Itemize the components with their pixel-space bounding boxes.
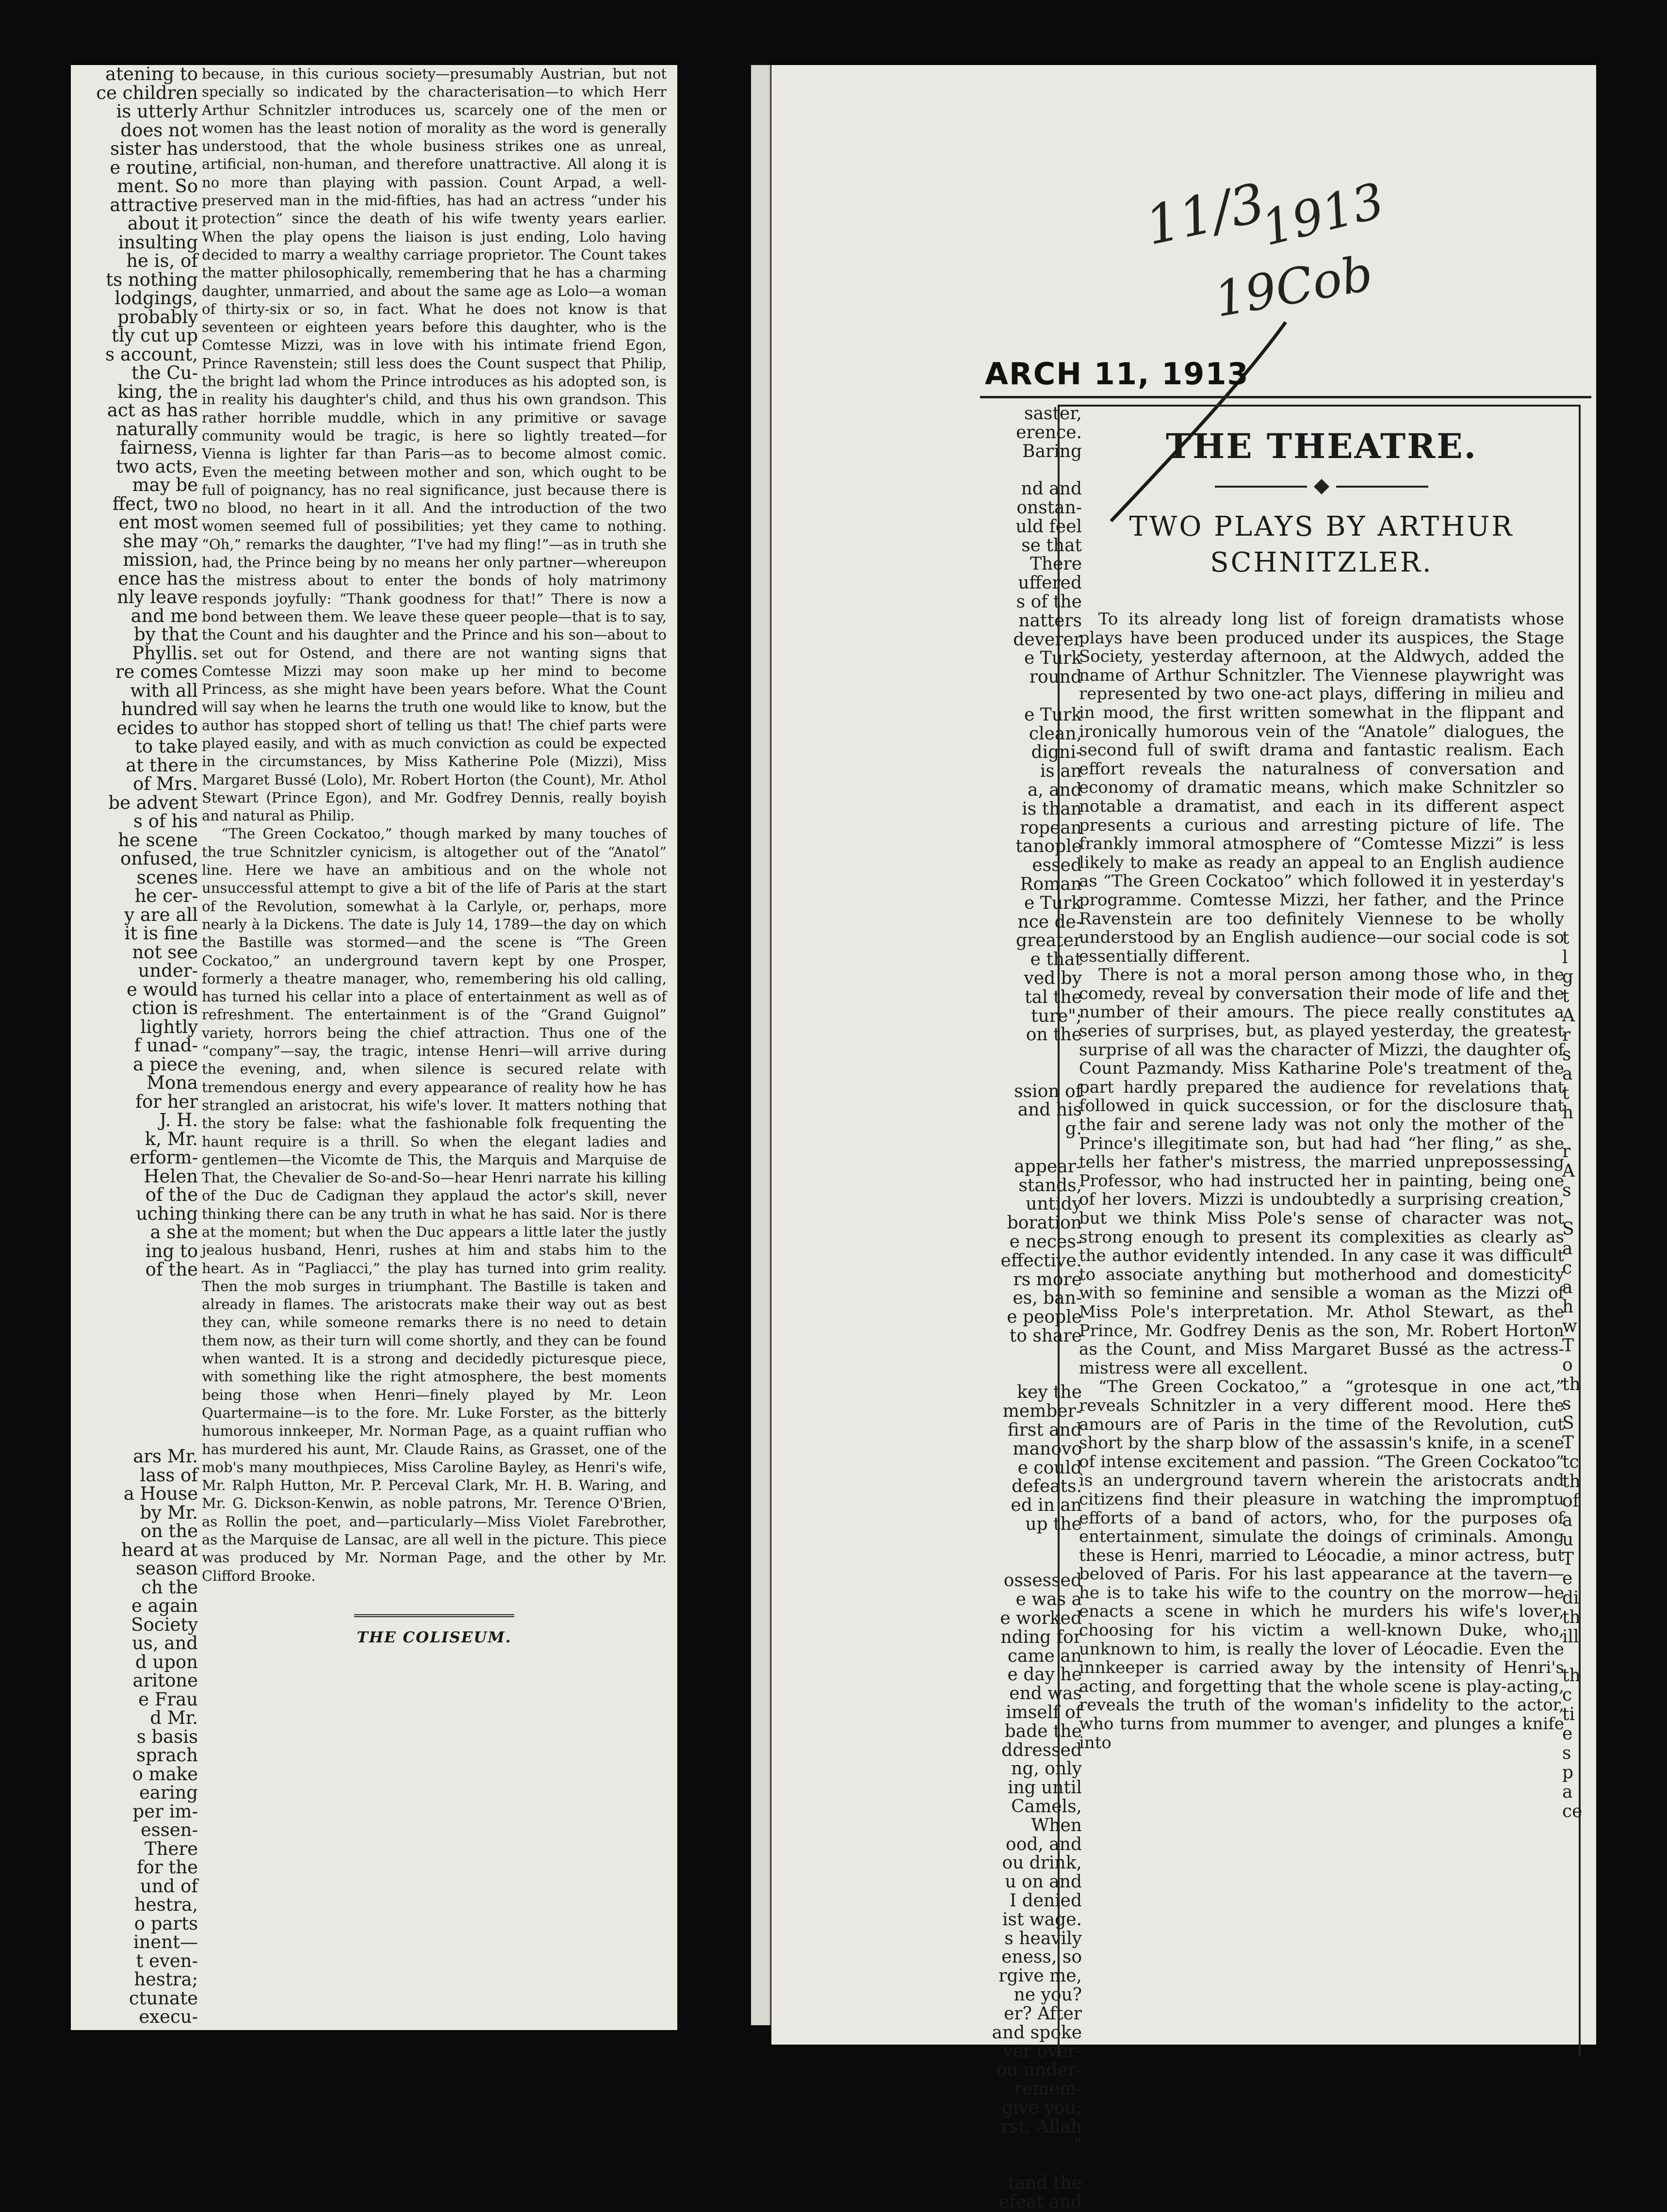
fragment-line: ddressed [1001, 1740, 1082, 1760]
fragment-line: is utterly [116, 101, 198, 122]
fragment-line [77, 1317, 198, 1336]
fragment-line: ing until [1007, 1778, 1082, 1798]
fragment-line [77, 1373, 198, 1392]
fragment-line: s of his [133, 811, 198, 832]
fragment-line: There [145, 1838, 198, 1859]
fragment-line: give you; [1002, 2097, 1082, 2118]
fragment-line: s [1562, 1180, 1571, 1200]
fragment-line [1562, 909, 1596, 929]
fragment-line: es, ban- [1013, 1288, 1082, 1309]
fragment-line: does not [120, 119, 198, 141]
fragment-line: e [1562, 1569, 1573, 1589]
fragment-line: boration [1007, 1213, 1082, 1233]
fragment-line: T [1562, 1336, 1574, 1356]
fragment-line: a [1562, 1239, 1573, 1259]
fragment-line: imself of [1006, 1702, 1082, 1722]
fragment-line: nce de- [1017, 912, 1082, 932]
fragment-line: ecides to [116, 717, 198, 738]
fragment-line: p [1562, 1763, 1574, 1783]
fragment-line: ou under- [996, 2060, 1082, 2081]
fragment-line: per im- [132, 1801, 198, 1822]
fragment-line: end was [1009, 1684, 1082, 1704]
fragment-line: re comes [115, 661, 198, 682]
fragment-line: tanople [1015, 836, 1082, 857]
fragment-line: lass of [140, 1464, 198, 1486]
fragment-line: to share [1009, 1326, 1082, 1346]
fragment-line: king, the [117, 381, 198, 402]
fragment-line: may be [132, 475, 198, 495]
fragment-line: and his [1017, 1100, 1082, 1120]
left-article-paragraph-1: because, in this curious society—presumably Austrian, but not specially so indicated by the characterisation—to which Herr Arthur Schnitzler introduces us, scarcely one of the men or women has the least notion of morality as the word is generally understood, that the whole business strikes one as unreal, artificial, non-human, and therefore unattractive. All along it is no more than playing with passion. Count Arpad, a well-preserved man in the mid-fifties, has had an actress “under his protection” since the death of his wife twenty years earlier. When the play opens the liaison is just ending, Lolo having decided to marry a wealthy carriage proprietor. The Count takes the matter philosophically, remembering that he has a charming daughter, unmarried, and about the same age as Lolo—a woman of thirty-six or so, in fact. What he does not know is that seventeen or eighteen years before this daughter, who is the Comtesse Mizzi, was in love with his intimate friend Egon, Prince Ravenstein; still less does the Count suspect that Philip, the bright lad whom the Prince introduces as his adopted son, is in reality his daughter's child, and thus his own grandson. This rather horrible muddle, which in any primitive or savage community would be tragic, is here so lightly treated—for Vienna is lighter far than Paris—as to become almost comic. Even the meeting between mother and son, which ought to be full of poignancy, has no real significance, just because there is no blood, no heart in it all. And the introduction of the two women seemed full of possibilities; yet they came to nothing. “Oh,” remarks the daughter, “I've had my fling!”—as in truth she had, the Prince being by no means her only partner—whereupon the mistress about to enter the bonds of holy matrimony responds joyfully: “Thank goodness for that!” There is now a bond between them. We leave these queer people—that is to say, the Count and his daughter and the Prince and his son—about to set out for Ostend, and there are not wanting signs that Comtesse Mizzi may soon make up her mind to become Princess, as she might have been years before. What the Count will say when he learns the truth one would like to know, but the author has stopped short of telling us that! The chief parts were played easily, and with as much conviction as could be expected in the circumstances, by Miss Katherine Pole (Mizzi), Miss Margaret Bussé (Lolo), Mr. Robert Horton (the Count), Mr. Athol Stewart (Prince Egon), and Mr. Godfrey Dennis, really boyish and natural as Philip. [202, 66, 667, 824]
fragment-line: l [1562, 948, 1568, 967]
fragment-line: o [1562, 1355, 1573, 1375]
handwritten-annotation [1140, 171, 1397, 337]
fragment-line: ng, only [1011, 1759, 1082, 1779]
fragment-line: h [1562, 1297, 1574, 1317]
fragment-line: tc [1562, 1452, 1579, 1472]
fragment-line: uching [136, 1203, 198, 1224]
fragment-line: he cer- [134, 885, 198, 906]
fragment-line: e worked [1000, 1608, 1082, 1628]
fragment-line [1562, 1123, 1596, 1142]
fragment-line: e Frau [138, 1688, 198, 1710]
fragment-line: uld feel [1015, 516, 1082, 537]
fragment-line: nding for [1000, 1627, 1082, 1647]
fragment-line: tal the [1025, 987, 1082, 1007]
fragment-line: a [1562, 1064, 1573, 1084]
fragment-line: e neces- [1009, 1232, 1082, 1252]
fragment-line: e could [1017, 1458, 1082, 1478]
fragment-line: Baring [1022, 441, 1082, 461]
fragment-line: se that [1021, 535, 1082, 556]
fragment-line: ars Mr. [133, 1446, 198, 1467]
fragment-line: a piece [133, 1053, 198, 1075]
fragment-line: ing to [145, 1240, 198, 1262]
fragment-line: of [1562, 1491, 1579, 1511]
fragment-line: t [1562, 928, 1569, 948]
fragment-line: rgive me, [998, 1966, 1082, 1986]
fragment-line: it is fine [124, 923, 198, 944]
fragment-line: efeat and [999, 2192, 1082, 2212]
left-clipping [71, 65, 677, 2030]
fragment-line: natters [1018, 610, 1082, 631]
fragment-line: ce children [96, 82, 198, 103]
fragment-line: on the [1026, 1025, 1082, 1045]
fragment-line: d Mr. [150, 1707, 198, 1728]
page-date-header: ARCH 11, 1913 [985, 356, 1249, 392]
fragment-line: ctunate [129, 1987, 198, 2009]
header-rule [980, 396, 1591, 398]
fragment-line: us, and [132, 1633, 198, 1654]
coliseum-heading: THE COLISEUM. [357, 1628, 512, 1646]
fragment-line: th [1562, 1666, 1581, 1686]
fragment-line: a [1562, 1782, 1573, 1802]
fragment-line: ction is [131, 998, 198, 1018]
fragment-line: round [1029, 667, 1082, 688]
fragment-line [1562, 890, 1596, 909]
fragment-line: scenes [136, 867, 198, 888]
right-edge-fragment [1562, 890, 1596, 2006]
fragment-line: at there [126, 754, 198, 776]
fragment-line: ed in an [1011, 1495, 1082, 1516]
fragment-line: uffered [1018, 573, 1082, 593]
article-paragraph-2: There is not a moral person among those who, in the comedy, reveal by conversation their mode of life and the number of their amours. The piece really constitutes a series of surprises, but, as played yesterday, the greatest surprise of all was the character of Mizzi, the daughter of Count Pazmandy. Miss Katharine Pole's treatment of the part hardly prepared the audience for revelations that followed in quick succession, or for the disclosure that the fair and serene lady was not only the mother of the Prince's illegitimate son, but had had “her fling,” as she tells her father's mistress, the married unprepossessing Professor, who had instructed her in painting, being one of her lovers. Mizzi is undoubtedly a surprising creation, but we think Miss Pole's sense of character was not strong enough to present its complexities as clearly as the author evidently intended. In any case it was difficult to associate anything but motherhood and domesticity with so feminine and sensible a woman as the Mizzi of Miss Pole's interpretation. Mr. Athol Stewart, as the Prince, Mr. Godfrey Denis as the son, Mr. Robert Horton as the Count, and Miss Margaret Bussé as the actress-mistress were all excellent. [1079, 965, 1564, 1378]
fragment-line: member- [1002, 1401, 1082, 1422]
fragment-line: ist wage. [1002, 1909, 1082, 1930]
fragment-line: th [1562, 1375, 1581, 1394]
fragment-line: e was a [1015, 1589, 1082, 1610]
article-paragraph-1: To its already long list of foreign dramatists whose plays have been produced under its auspices, the Stage Society, yesterday afternoon, at the Aldwych, added the name of Arthur Schnitzler. The Viennese playwright was represented by two one-act plays, differing in milieu and in mood, the first written somewhat in the flippant and ironically humorous vein of the “Anatole” dialogues, the second full of swift drama and fantastic realism. Each effort reveals the naturalness of conversation and economy of dramatic means, which make Schnitzler so notable a dramatist, and each in its different aspect presents a curious and arresting picture of life. The frankly immoral atmosphere of “Comtesse Mizzi” is less likely to make as ready an appeal to an English audience as “The Green Cockatoo” which followed it in yesterday's programme. Comtesse Mizzi, her father, and the Prince Ravenstein are too definitely Viennese to be wholly understood by an English audience—our social code is so essentially different. [1079, 609, 1564, 966]
fragment-line: earing [139, 1782, 198, 1803]
fragment-line: ver over- [1003, 2041, 1082, 2062]
fragment-line: erform- [130, 1147, 198, 1168]
fragment-line: J. H. [159, 1110, 198, 1131]
fragment-line: and spoke [992, 2022, 1082, 2043]
fragment-line: fairness, [120, 437, 198, 458]
fragment-line: e day he [1007, 1665, 1082, 1685]
fragment-line: u [1562, 1530, 1574, 1550]
fragment-line: Mona [146, 1072, 198, 1093]
fragment-line: erence. [1016, 422, 1082, 442]
fragment-line: onfused, [120, 848, 198, 869]
ornament-icon [1215, 477, 1428, 496]
fragment-line: is than [1022, 799, 1082, 819]
fragment-line: e again [131, 1595, 198, 1616]
fragment-line: Roman [1020, 874, 1082, 894]
fragment-line: effective. [1000, 1250, 1082, 1271]
fragment-line: key the [1017, 1382, 1082, 1403]
fragment-line: essed [1032, 855, 1082, 876]
left-article-paragraph-2: “The Green Cockatoo,” though marked by many touches of the true Schnitzler cynicism, is altogether out of the “Anatol” line. Here we have an ambitious and on the whole not unsuccessful attempt to give a bit of the life of Paris at the start of the Revolution, somewhat à la Carlyle, or, perhaps, more nearly à la Dickens. The date is July 14, 1789—the day on which the Bastille was stormed—and the scene is “The Green Cockatoo,” an underground tavern kept by one Prosper, formerly a theatre manager, who, remembering his old calling, has turned his cellar into a place of entertainment as well as of refreshment. The entertainment is of the “Grand Guignol” variety, horrors being the chief attraction. Thus one of the “company”—say, the tragic, intense Henri—will arrive during the evening, and, when silence is secured relate with tremendous energy and every appearance of reality how he has strangled an aristocrat, his wife's lover. It matters nothing that the story be false: what the fashionable folk frequenting the haunt require is a thrill. So when the elegant ladies and gentlemen—the Vicomte de This, the Marquis and Marquise de That, the Chevalier de So-and-So—hear Henri narrate his killing of the Duc de Cadignan they applaud the actor's skill, never thinking there can be any truth in what he has said. Nor is there at the moment; but when the Duc appears a little later the justly jealous husband, Henri, rushes at him and stabs him to the heart. As in “Pagliacci,” the play has turned into grim reality. Then the mob surges in triumphant. The Bastille is taken and already in flames. The aristocrats make their way out as best they can, while someone remarks there is no need to detain them now, as their turn will come shortly, and they can be found when wanted. It is a strong and decidedly picturesque piece, with something like the right atmosphere, the best moments being those when Henri—finely played by Mr. Leon Quartermaine—is to the fore. Mr. Luke Forster, as the bitterly humorous innkeeper, Mr. Norman Page, as a quaint ruffian who has murdered his aunt, Mr. Claude Rains, as Grasset, one of the mob's many mouthpieces, Miss Caroline Bayley, as Henri's wife, Mr. Ralph Hutton, Mr. P. Perceval Clark, Mr. H. B. Waring, and Mr. G. Dickson-Kenwin, as noble patrons, Mr. Terence O'Brien, as Rollin the poet, and—particularly—Miss Violet Farebrother, as the Marquise de Lansac, are all well in the picture. This piece was produced by Mr. Norman Page, and the other by Mr. Clifford Brooke. [202, 825, 667, 1584]
fragment-line: s [1562, 1743, 1571, 1763]
fragment-line: k, Mr. [145, 1128, 198, 1149]
fragment-line: tly cut up [111, 325, 198, 346]
left-strip-fragment [77, 65, 198, 2030]
fragment-line: g [1562, 967, 1574, 987]
fragment-line [77, 1429, 198, 1448]
fragment-line: of Mrs. [132, 773, 198, 794]
fragment-line: Camels, [1011, 1796, 1082, 1817]
fragment-line: ce [1562, 1802, 1583, 1821]
fragment-line: insulting [118, 231, 198, 253]
fragment-line: and me [131, 605, 198, 626]
fragment-line: on the [140, 1521, 198, 1541]
fragment-line: Phyllis. [132, 642, 198, 664]
fragment-line: ment. So [117, 176, 198, 197]
fragment-line: of the [145, 1184, 198, 1205]
fragment-line [985, 2155, 1082, 2174]
fragment-line [77, 1335, 198, 1354]
fragment-line: T [1562, 1549, 1574, 1569]
fragment-line: rst, Allah [1001, 2116, 1082, 2137]
fragment-line: eness, so [1001, 1947, 1082, 1967]
fragment-line: sprach [136, 1745, 198, 1766]
fragment-line [77, 1354, 198, 1373]
fragment-line: Society [131, 1614, 198, 1635]
fragment-line: up the [1025, 1514, 1082, 1535]
fragment-line: T [1562, 1433, 1574, 1453]
article-headline: TWO PLAYS BY ARTHUR SCHNITZLER. [1129, 511, 1514, 578]
theatre-heading: THE THEATRE. [1165, 426, 1477, 466]
fragment-line: Helen [144, 1165, 198, 1187]
fragment-line: is an [1040, 761, 1082, 782]
fragment-line [77, 1392, 198, 1410]
fragment-line: c [1562, 1685, 1572, 1705]
fragment-line: be advent [108, 792, 198, 813]
fragment-line: atening to [105, 64, 198, 84]
fragment-line: about it [127, 213, 198, 234]
fragment-line: c [1562, 1258, 1572, 1278]
fragment-line: ch the [141, 1576, 198, 1598]
fragment-line: e that [1030, 950, 1082, 970]
fragment-line: he is, of [126, 250, 198, 271]
fragment-line: There [1030, 554, 1082, 574]
fragment-line: act as has [107, 400, 198, 421]
fragment-line: deverer [1013, 629, 1082, 650]
fragment-line: bade the [1004, 1721, 1082, 1741]
fragment-line: h [1562, 1103, 1574, 1123]
fragment-line: hestra, [134, 1894, 198, 1915]
fragment-line: attractive [110, 194, 198, 215]
fragment-line: di [1562, 1588, 1579, 1608]
fragment-line: rs more [1013, 1269, 1082, 1290]
fragment-line: to take [134, 736, 198, 757]
fragment-line: a she [150, 1222, 198, 1243]
fragment-line: first and [1007, 1420, 1082, 1441]
fragment-line: greater [1015, 931, 1082, 951]
fragment-line: th [1562, 1472, 1581, 1491]
fragment-line [1562, 1200, 1596, 1220]
theatre-article [1058, 405, 1581, 2056]
section-divider [354, 1614, 514, 1617]
fragment-line: ts nothing [106, 269, 198, 290]
fragment-line: by Mr. [140, 1502, 198, 1523]
fragment-line: ossessed [1003, 1571, 1082, 1591]
fragment-line: nly leave [117, 587, 198, 607]
fragment-line: ffect, two [112, 493, 198, 514]
fragment-line: o parts [134, 1913, 198, 1934]
fragment-line: u on and [1005, 1872, 1082, 1892]
fragment-line: of the [145, 1259, 198, 1280]
fragment-line: a House [123, 1483, 198, 1504]
fragment-line: A [1562, 1006, 1575, 1026]
fragment-line: o make [132, 1763, 198, 1785]
fragment-line: ti [1562, 1704, 1575, 1724]
fragment-line: ved by [1024, 968, 1082, 988]
fragment-line: saster, [1024, 404, 1082, 424]
fragment-line: ne you? [1013, 1984, 1082, 2005]
fragment-line: with all [130, 680, 198, 701]
fragment-line: " [1074, 2135, 1082, 2156]
fragment-line: e Turk [1024, 648, 1082, 669]
fragment-line: tand the [1008, 2173, 1082, 2193]
fragment-line: ropean [1020, 818, 1082, 838]
fragment-line: for the [136, 1857, 198, 1878]
fragment-line: untidy [1026, 1194, 1082, 1214]
fragment-line [77, 1279, 198, 1298]
fragment-line: came an [1007, 1646, 1082, 1666]
fragment-line [1562, 1647, 1596, 1666]
fragment-line: S [1562, 1219, 1574, 1239]
fragment-line: remem- [1013, 2079, 1082, 2099]
fragment-line: f unad- [134, 1035, 198, 1056]
fragment-line: th [1562, 1607, 1581, 1627]
fragment-line: und of [140, 1875, 198, 1897]
fragment-line: s [1562, 1045, 1571, 1065]
fragment-line: aritone [132, 1670, 198, 1691]
fragment-line: sister has [110, 138, 198, 159]
right-clipping [771, 65, 1596, 2212]
fragment-line: execu- [139, 2006, 198, 2027]
ornament-divider [1079, 477, 1564, 498]
fragment-line: lightly [140, 1016, 198, 1037]
fragment-line: essen- [140, 1819, 198, 1840]
fragment-line: ill [1562, 1627, 1579, 1647]
fragment-line: nd and [1021, 479, 1082, 499]
fragment-line: e routine, [110, 157, 198, 178]
fragment-line: t even- [136, 1950, 198, 1971]
fragment-line: digni- [1031, 742, 1082, 763]
fragment-line: defeats. [1012, 1476, 1082, 1497]
handwriting-line-3: 19Cob [1210, 245, 1377, 328]
fragment-line: stands, [1018, 1175, 1082, 1196]
fragment-line: a, and [1027, 780, 1082, 800]
fragment-line: g. [1065, 1119, 1082, 1139]
fragment-line: mission, [123, 549, 198, 570]
fragment-line [77, 1298, 198, 1317]
fragment-line: he scene [118, 829, 198, 851]
fragment-line: r [1562, 1142, 1571, 1162]
fragment-line: a [1562, 1278, 1573, 1297]
article-body [1079, 610, 1564, 1752]
fragment-line: heard at [121, 1539, 198, 1560]
fragment-line: s account, [105, 344, 198, 365]
fragment-line: e Turk [1024, 893, 1082, 913]
left-article-column [202, 65, 667, 1647]
fragment-line: d upon [135, 1651, 198, 1672]
fragment-line: e would [127, 979, 198, 1000]
fragment-line: hundred [121, 699, 198, 720]
fragment-line: er? After [1004, 2003, 1082, 2024]
fragment-line: r [1562, 1025, 1571, 1045]
fragment-line: naturally [116, 418, 198, 440]
fragment-line: ou drink, [1002, 1853, 1082, 1873]
fragment-line: lodgings, [114, 288, 198, 309]
fragment-line: s of the [1016, 591, 1082, 612]
fragment-line: ent most [118, 512, 198, 533]
fragment-line: she may [123, 530, 198, 552]
fragment-line: under- [138, 960, 198, 981]
paper-edge-strip [751, 65, 770, 2025]
handwriting-stroke [1140, 171, 1397, 337]
fragment-line: S [1562, 1413, 1574, 1433]
fragment-line: A [1562, 1161, 1575, 1181]
fragment-line: I denied [1009, 1890, 1082, 1911]
fragment-line: t [1562, 1083, 1569, 1103]
fragment-line: t [1562, 986, 1569, 1006]
article-paragraph-3: “The Green Cockatoo,” a “grotesque in one act,” reveals Schnitzler in a very different mood. Here the amours are of Paris in the time of the Revolution, cut short by the sharp blow of the assassin's knife, in a scene of intense excitement and passion. “The Green Cockatoo” is an underground tavern wherein the aristocrats and citizens find their pleasure in watching the impromptu efforts of a band of actors, who, for the purposes of entertainment, simulate the doings of criminals. Among these is Henri, married to Léocadie, a minor actress, but beloved of Paris. For his last appearance at the tavern—he is to take his wife to the country on the morrow—he enacts a scene in which he murders his wife's lover, choosing for his victim a well-known Duke, who, unknown to him, is really the lover of Léocadie. Even the innkeeper is carried away by the intensity of Henri's acting, and forgetting that the whole scene is play-acting, reveals the truth of the woman's infidelity to the actor, who turns from mummer to avenger, and plunges a knife into [1079, 1377, 1564, 1753]
fragment-line: probably [117, 306, 198, 328]
fragment-line: e Turk [1024, 705, 1082, 725]
fragment-line: y are all [124, 904, 198, 925]
fragment-line: w [1562, 1316, 1577, 1336]
fragment-line: season [135, 1558, 198, 1579]
fragment-line: ence has [118, 568, 198, 589]
fragment-line: by that [134, 624, 198, 645]
fragment-line [77, 1410, 198, 1429]
fragment-line: When [1031, 1815, 1082, 1835]
fragment-line: ture"; [1031, 1006, 1082, 1026]
fragment-line: not see [132, 941, 198, 963]
fragment-line: two acts, [116, 456, 198, 477]
fragment-line: clean, [1029, 723, 1082, 744]
fragment-line: for her [135, 1091, 198, 1112]
fragment-line: ssion of [1014, 1081, 1082, 1101]
handwriting-line-1: 11/3 [1140, 171, 1271, 257]
fragment-line: s basis [136, 1726, 198, 1747]
fragment-line: hestra; [134, 1969, 198, 1990]
fragment-line: ood, and [1006, 1834, 1082, 1854]
handwriting-line-2: 1913 [1256, 172, 1390, 257]
fragment-line: the Cu- [131, 362, 198, 383]
fragment-line: e [1562, 1724, 1573, 1744]
fragment-line: s [1562, 1394, 1571, 1414]
fragment-line: a [1562, 1510, 1573, 1530]
fragment-line: s heavily [1004, 1928, 1082, 1949]
fragment-line: manovo [1013, 1439, 1082, 1459]
fragment-line: inent— [133, 1932, 198, 1952]
fragment-line: e people [1007, 1307, 1082, 1327]
fragment-line: onstan- [1016, 497, 1082, 518]
fragment-line: appear- [1014, 1156, 1082, 1177]
